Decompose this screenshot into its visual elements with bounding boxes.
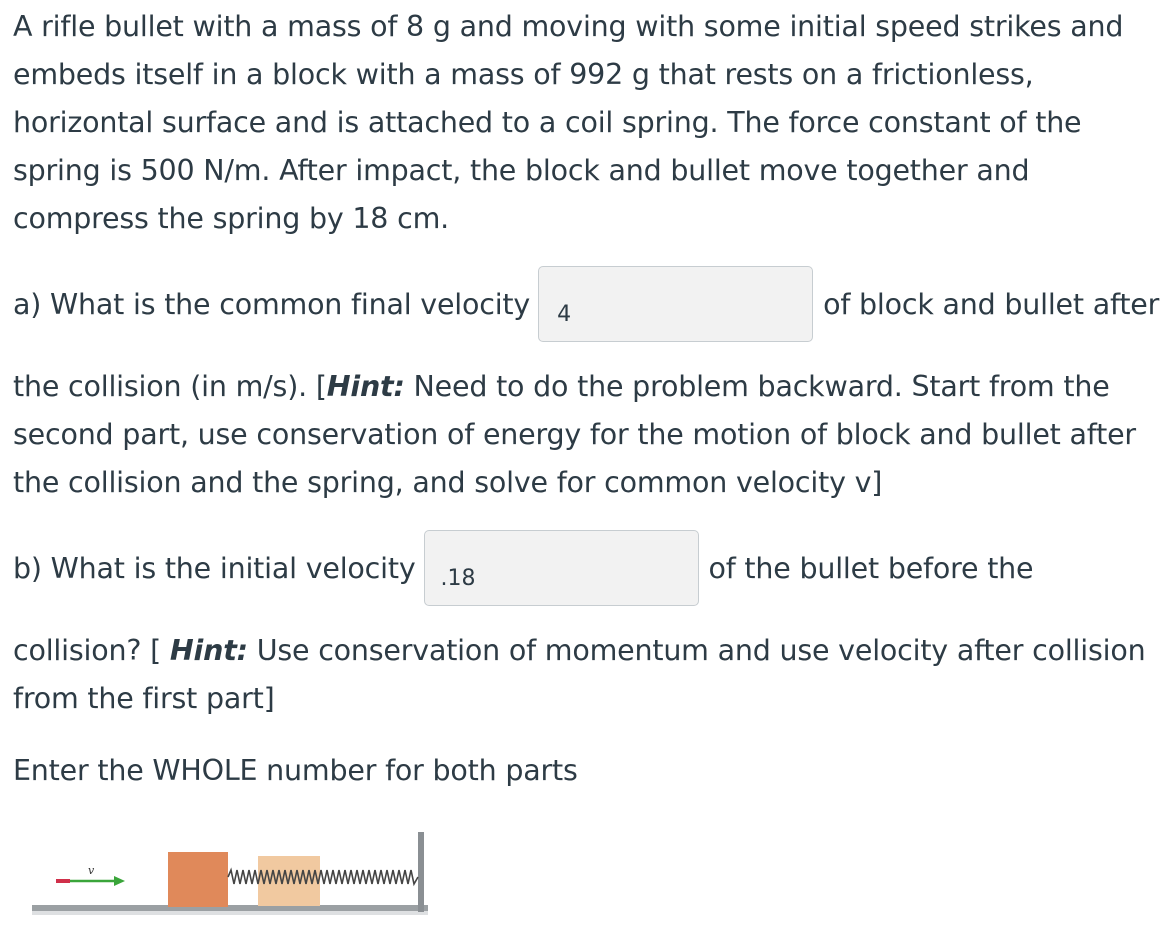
velocity-arrowhead [114, 876, 125, 886]
part-a-hint-label: Hint: [326, 370, 405, 403]
part-a-prefix: a) What is the common final velocity [13, 287, 531, 321]
part-a-suffix: of block and bullet after [823, 287, 1160, 321]
part-b-continuation [13, 627, 1153, 723]
wall [418, 832, 424, 912]
part-a-row [13, 266, 1159, 342]
part-b-hint-text: Use conservation of momentum and use velocity after collision from the first part] [13, 634, 1146, 715]
part-a-hint-text: Need to do the problem backward. Start from the second part, use conservation of energy for the motion of block and bullet after the collision and the spring, and solve for common velocity v] [13, 370, 1136, 499]
part-b-row [13, 530, 1033, 606]
part-b-continuation-text: collision? [ [13, 634, 170, 667]
block [168, 852, 228, 907]
part-b-prefix: b) What is the initial velocity [13, 551, 416, 585]
bullet-block-spring-figure [30, 832, 430, 922]
velocity-label: v [88, 864, 95, 877]
part-b-hint-label: Hint: [169, 634, 248, 667]
bullet [56, 879, 70, 883]
floor [32, 905, 428, 911]
part-a-continuation [13, 363, 1153, 507]
part-b-answer-input[interactable] [424, 530, 699, 606]
spring-coil [228, 870, 418, 884]
instruction-text: Enter the WHOLE number for both parts [13, 754, 578, 787]
part-a-continuation-text: the collision (in m/s). [ [13, 370, 327, 403]
problem-statement: A rifle bullet with a mass of 8 g and moving with some initial speed strikes and embeds itself in a block with a mass of 992 g that rests on a frictionless, horizontal surface and is attached to a coil spring. The force constant of the spring is 500 N/m. After impact, the block and bullet move together and compress the spring by 18 cm. [13, 10, 1124, 235]
part-a-answer-input[interactable] [538, 266, 813, 342]
part-b-suffix: of the bullet before the [708, 551, 1034, 585]
